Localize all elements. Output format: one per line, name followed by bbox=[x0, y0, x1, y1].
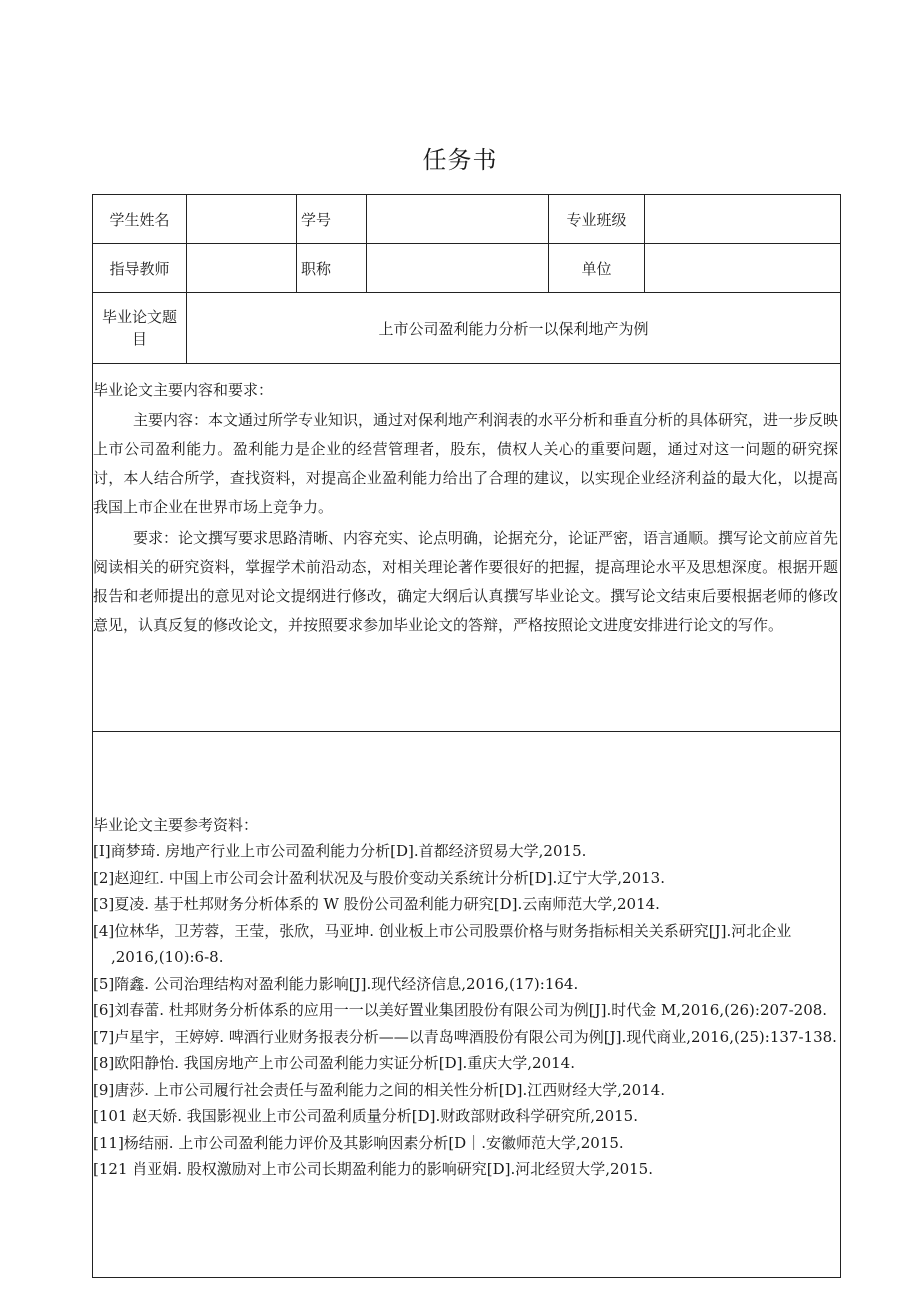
references-heading: 毕业论文主要参考资料： bbox=[93, 816, 259, 834]
reference-item: [8]欧阳静怡. 我国房地产上市公司盈利能力实证分析[D].重庆大学,2014. bbox=[93, 1054, 575, 1072]
topic-label-line1: 毕业论文题 bbox=[101, 308, 177, 326]
reference-item: [101 赵天娇. 我国影视业上市公司盈利质量分析[D].财政部财政科学研究所,2015. bbox=[93, 1107, 638, 1125]
reference-item: [3]夏凌. 基于杜邦财务分析体系的 W 股份公司盈利能力研究[D].云南师范大学,2014. bbox=[93, 895, 660, 913]
student-name-field[interactable] bbox=[187, 195, 297, 244]
major-class-field[interactable] bbox=[645, 195, 841, 244]
content-paragraph-main: 主要内容：本文通过所学专业知识，通过对保利地产利润表的水平分析和垂直分析的具体研究，进一步反映上市公司盈利能力。盈利能力是企业的经营管理者，股东，债权人关心的重要问题，通过对这一问题的研究探讨，本人结合所学，查找资料，对提高企业盈利能力给出了合理的建议，以实现企业经济利益的最大化，以提高我国上市企业在世界市场上竞争力。 bbox=[93, 411, 839, 516]
content-row bbox=[93, 364, 841, 732]
student-id-label: 学号 bbox=[297, 195, 367, 244]
major-class-label: 专业班级 bbox=[549, 195, 645, 244]
reference-item: [I]商梦琦. 房地产行业上市公司盈利能力分析[D].首都经济贸易大学,2015. bbox=[93, 842, 587, 860]
reference-item: [2]赵迎红. 中国上市公司会计盈利状况及与股价变动关系统计分析[D].辽宁大学,2013. bbox=[93, 868, 665, 887]
unit-label: 单位 bbox=[549, 244, 645, 293]
references-section bbox=[93, 732, 841, 1278]
title-rank-label: 职称 bbox=[297, 244, 367, 293]
topic-value: 上市公司盈利能力分析一以保利地产为例 bbox=[187, 293, 841, 364]
reference-item-4 bbox=[93, 918, 840, 971]
info-row-2 bbox=[93, 244, 841, 293]
reference-item-4-text: [4]位林华，卫芳蓉，王莹，张欣，马亚坤. 创业板上市公司股票价格与财务指标相关关系研究[J].河北企业 bbox=[93, 921, 792, 940]
topic-label-line2: 目 bbox=[131, 330, 147, 348]
references-row bbox=[93, 732, 841, 1278]
advisor-field[interactable] bbox=[187, 244, 297, 293]
content-heading: 毕业论文主要内容和要求： bbox=[93, 381, 274, 399]
topic-label bbox=[93, 293, 187, 364]
student-id-field[interactable] bbox=[367, 195, 549, 244]
reference-item: [9]唐莎. 上市公司履行社会责任与盈利能力之间的相关性分析[D].江西财经大学,2014. bbox=[93, 1080, 665, 1099]
title-rank-field[interactable] bbox=[367, 244, 549, 293]
reference-item: [6]刘春蕾. 杜邦财务分析体系的应用一一以美好置业集团股份有限公司为例[J].时代金 M,2016,(26):207-208. bbox=[93, 1001, 828, 1019]
page-title: 任务书 bbox=[422, 146, 498, 174]
advisor-label: 指导教师 bbox=[93, 244, 187, 293]
reference-item: [121 肖亚娟. 股权激励对上市公司长期盈利能力的影响研究[D].河北经贸大学,2015. bbox=[93, 1160, 653, 1178]
reference-item: [7]卢星宇，王婷婷. 啤酒行业财务报表分析——以青岛啤酒股份有限公司为例[J].现代商业,2016,(25):137-138. bbox=[93, 1027, 837, 1046]
reference-item: [5]隋鑫. 公司治理结构对盈利能力影响[J].现代经济信息,2016,(17):164. bbox=[93, 974, 579, 993]
reference-list bbox=[93, 838, 840, 1183]
reference-item-4-continuation: ,2016,(10):6-8. bbox=[111, 948, 224, 966]
student-name-label: 学生姓名 bbox=[93, 195, 187, 244]
reference-item: [11]杨结丽. 上市公司盈利能力评价及其影响因素分析[D｜.安徽师范大学,2015. bbox=[93, 1133, 624, 1152]
content-paragraph-requirements: 要求：论文撰写要求思路清晰、内容充实、论点明确，论据充分，论证严密，语言通顺。撰写论文前应首先阅读相关的研究资料，掌握学术前沿动态，对相关理论著作要很好的把握，提高理论水平及思想深度。根据开题报告和老师提出的意见对论文提纲进行修改，确定大纲后认真撰写毕业论文。撰写论文结束后要根据老师的修改意见，认真反复的修改论文，并按照要求参加毕业论文的答辩，严格按照论文进度安排进行论文的写作。 bbox=[93, 529, 839, 634]
content-section bbox=[93, 364, 841, 732]
info-row-1 bbox=[93, 195, 841, 244]
topic-row bbox=[93, 293, 841, 364]
task-form-table bbox=[92, 194, 841, 1278]
unit-field[interactable] bbox=[645, 244, 841, 293]
